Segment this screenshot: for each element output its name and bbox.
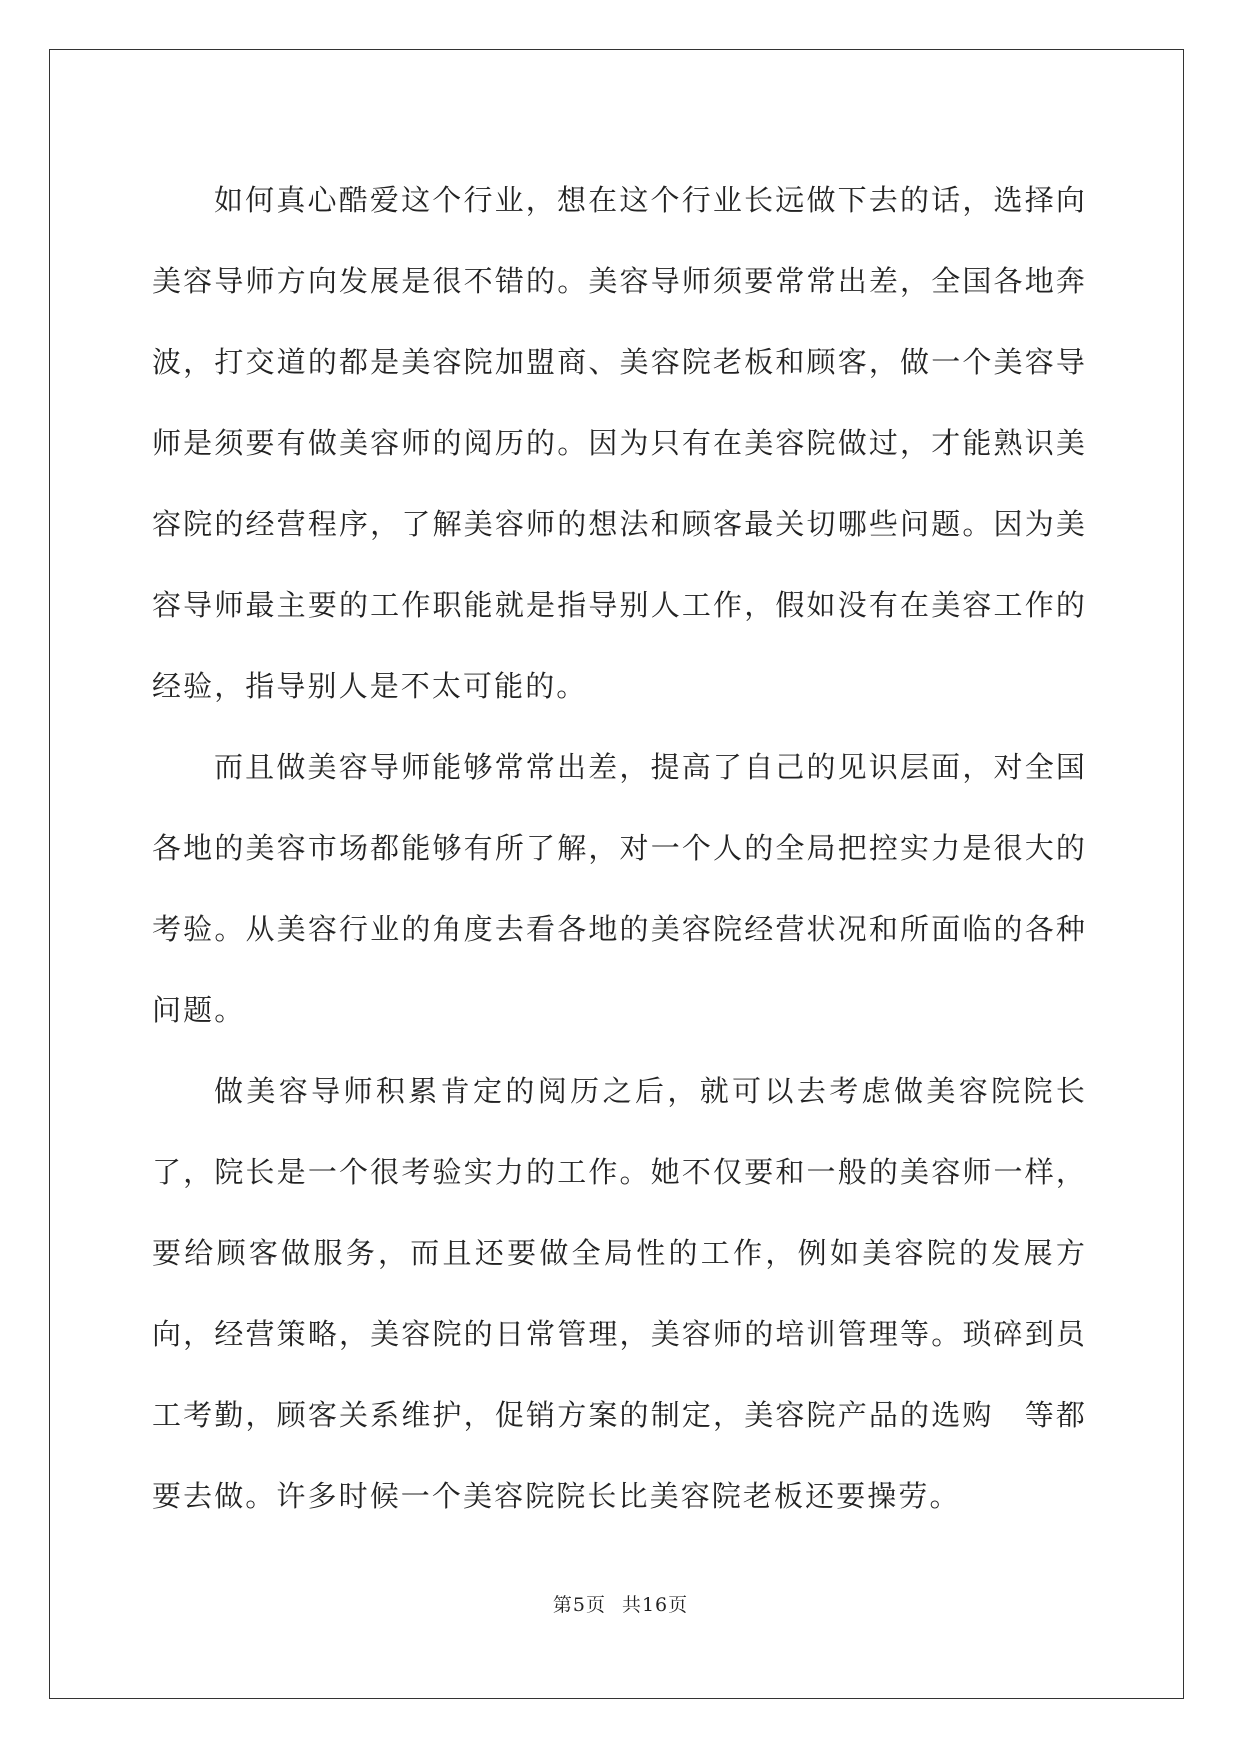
page-total: 共16页	[621, 1594, 689, 1616]
page-number: 第5页	[552, 1594, 606, 1616]
document-body	[152, 160, 1087, 1537]
paragraph-3: 做美容导师积累肯定的阅历之后，就可以去考虑做美容院院长了，院长是一个很考验实力的工作。她不仅要和一般的美容师一样，要给顾客做服务，而且还要做全局性的工作，例如美容院的发展方向，经营策略，美容院的日常管理，美容师的培训管理等。琐碎到员工考勤，顾客关系维护，促销方案的制定，美容院产品的选购 等都要去做。许多时候一个美容院院长比美容院老板还要操劳。	[152, 1074, 1087, 1513]
paragraph-2: 而且做美容导师能够常常出差，提高了自己的见识层面，对全国各地的美容市场都能够有所了解，对一个人的全局把控实力是很大的考验。从美容行业的角度去看各地的美容院经营状况和所面临的各种问题。	[152, 750, 1087, 1027]
page-footer	[0, 1590, 1241, 1617]
paragraph-1: 如何真心酷爱这个行业，想在这个行业长远做下去的话，选择向美容导师方向发展是很不错的。美容导师须要常常出差，全国各地奔波，打交道的都是美容院加盟商、美容院老板和顾客，做一个美容导师是须要有做美容师的阅历的。因为只有在美容院做过，才能熟识美容院的经营程序，了解美容师的想法和顾客最关切哪些问题。因为美容导师最主要的工作职能就是指导别人工作，假如没有在美容工作的经验，指导别人是不太可能的。	[152, 183, 1087, 703]
